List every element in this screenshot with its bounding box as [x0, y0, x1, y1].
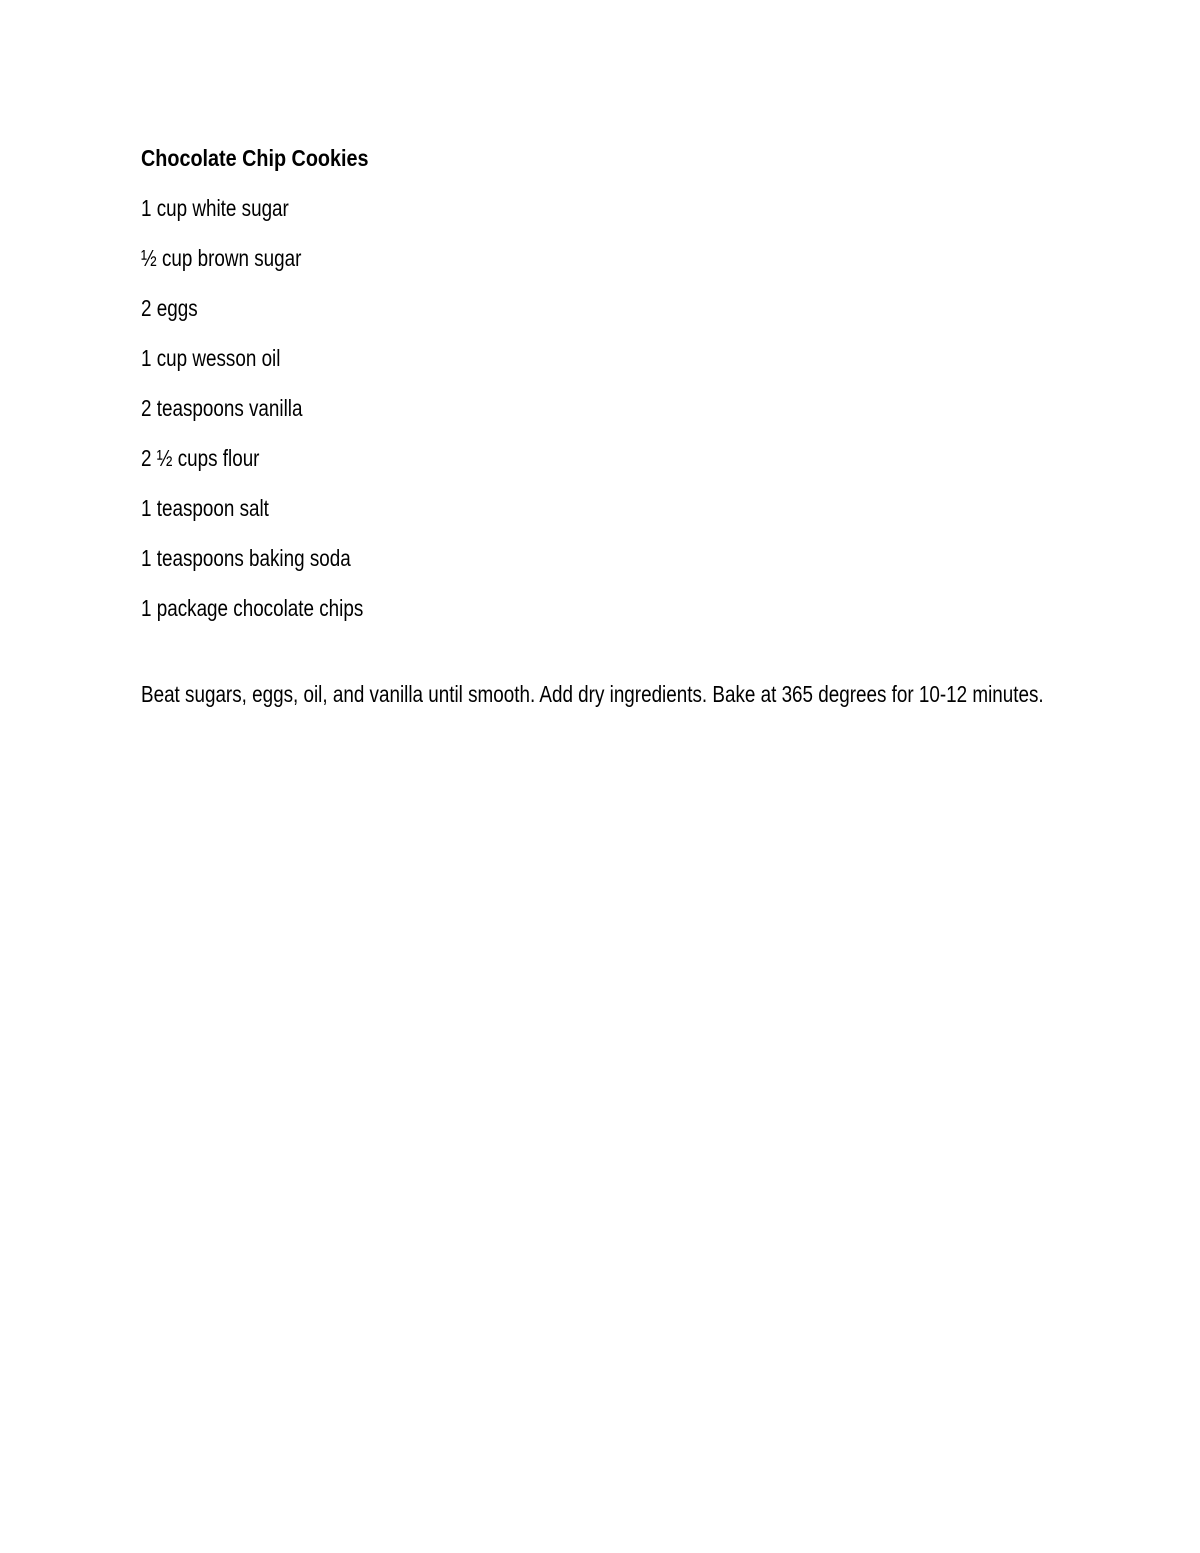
ingredient-item: 2 ½ cups flour	[141, 445, 260, 471]
recipe-content	[141, 140, 1081, 712]
ingredient-item: 1 cup white sugar	[141, 195, 289, 221]
ingredient-item: 2 eggs	[141, 295, 198, 321]
ingredient-item: ½ cup brown sugar	[141, 245, 302, 271]
ingredient-list	[141, 190, 1081, 626]
recipe-instructions: Beat sugars, eggs, oil, and vanilla until smooth. Add dry ingredients. Bake at 365 degrees for 10-12 minutes.	[141, 681, 1044, 707]
ingredient-item: 1 package chocolate chips	[141, 595, 364, 621]
ingredient-item: 2 teaspoons vanilla	[141, 395, 303, 421]
recipe-title: Chocolate Chip Cookies	[141, 145, 369, 171]
ingredient-item: 1 teaspoons baking soda	[141, 545, 351, 571]
ingredient-item: 1 teaspoon salt	[141, 495, 269, 521]
ingredient-item: 1 cup wesson oil	[141, 345, 281, 371]
